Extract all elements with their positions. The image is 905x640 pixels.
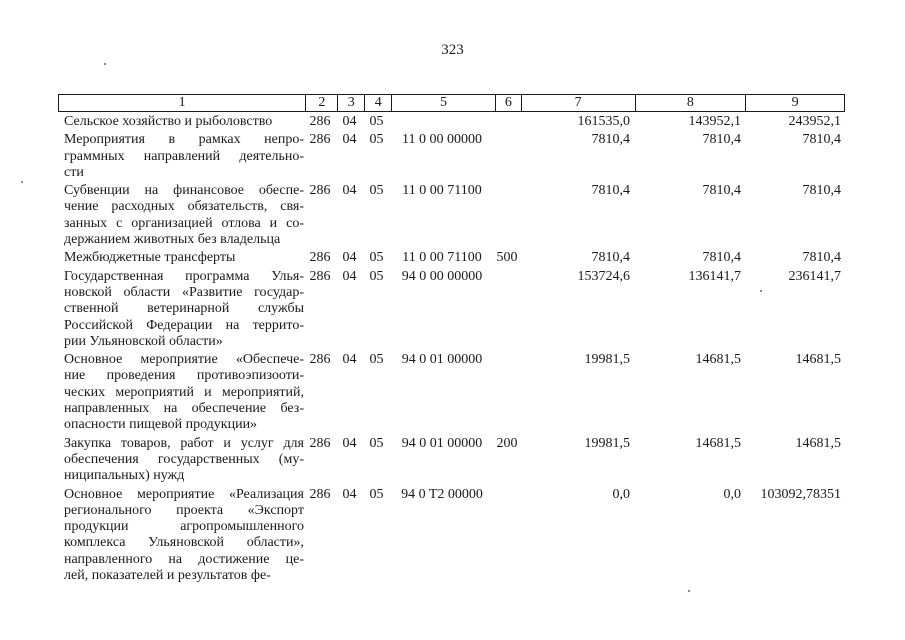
- row-value-9: 7810,4: [802, 183, 841, 199]
- row-code: 286: [309, 132, 331, 148]
- header-col-3: 3: [338, 95, 365, 111]
- row-name-line: ние проведения противоэпизооти-: [64, 368, 304, 384]
- row-value-9: 103092,78351: [760, 486, 841, 502]
- row-code: 286: [309, 183, 331, 199]
- row-code: 286: [309, 268, 331, 284]
- scan-speck: [688, 590, 690, 592]
- table-row: [58, 436, 848, 485]
- row-name: [58, 250, 304, 266]
- row-name-line: граммных направлений деятельно-: [64, 148, 304, 164]
- row-section: 04: [342, 352, 357, 368]
- header-col-4: 4: [365, 95, 392, 111]
- row-value-7: 7810,4: [591, 250, 630, 266]
- row-subsection: 05: [369, 435, 384, 451]
- row-name: [58, 183, 304, 248]
- row-csr: 94 0 T2 00000: [401, 486, 483, 502]
- row-section: 04: [342, 132, 357, 148]
- table-row: [58, 132, 848, 181]
- row-name-line: Межбюджетные трансферты: [64, 250, 236, 266]
- header-col-2: 2: [306, 95, 338, 111]
- table-row: [58, 250, 848, 266]
- row-name-line: Основное мероприятие «Реализация: [64, 486, 304, 502]
- row-name-line: регионального проекта «Экспорт: [64, 502, 304, 518]
- row-section: 04: [342, 114, 357, 129]
- table-row: [58, 487, 848, 585]
- row-value-8: 7810,4: [702, 250, 741, 266]
- row-code: 286: [309, 352, 331, 368]
- row-value-9: 14681,5: [795, 435, 841, 451]
- header-col-5: 5: [392, 95, 496, 111]
- row-vr: [494, 183, 520, 248]
- row-subsection: 05: [369, 132, 384, 148]
- row-value-8: 7810,4: [702, 132, 741, 148]
- row-name-line: обеспечения государственных (му-: [64, 451, 304, 467]
- row-vr: [494, 352, 520, 433]
- header-col-8: 8: [636, 95, 747, 111]
- row-name-line: Государственная программа Улья-: [64, 268, 304, 284]
- row-vr: [494, 487, 520, 585]
- row-value-7: 7810,4: [591, 132, 630, 148]
- row-name-line: Мероприятия в рамках непро-: [64, 132, 304, 148]
- table-row: [58, 183, 848, 248]
- row-name: [58, 132, 304, 181]
- row-value-8: 7810,4: [702, 183, 741, 199]
- row-name-line: ческих мероприятий и мероприятий,: [64, 384, 304, 400]
- row-name-line: ниципальных) нужд: [64, 468, 185, 484]
- row-value-8: 14681,5: [695, 435, 741, 451]
- header-col-7: 7: [522, 95, 636, 111]
- scan-speck: [104, 63, 106, 65]
- row-name-line: Российской Федерации на террито-: [64, 317, 304, 333]
- table-header: [58, 94, 845, 112]
- row-csr: 11 0 00 00000: [402, 132, 482, 148]
- header-col-1: 1: [59, 95, 306, 111]
- row-value-7: 0,0: [612, 486, 630, 502]
- row-name-line: занных с организацией отлова и со-: [64, 215, 304, 231]
- row-csr: 11 0 00 71100: [402, 183, 482, 199]
- row-vr: 500: [496, 250, 518, 266]
- row-name-line: рии Ульяновской области»: [64, 333, 223, 349]
- row-vr: [494, 269, 520, 350]
- row-value-8: 136141,7: [688, 268, 741, 284]
- row-name-line: комплекса Ульяновской области»,: [64, 535, 304, 551]
- row-csr: 94 0 01 00000: [401, 435, 483, 451]
- row-name-line: держанием животных без владельца: [64, 232, 281, 248]
- header-col-6: 6: [496, 95, 522, 111]
- row-subsection: 05: [369, 352, 384, 368]
- row-name-line: сти: [64, 164, 84, 180]
- scan-speck: [21, 181, 23, 183]
- row-name: [58, 487, 304, 585]
- row-section: 04: [342, 486, 357, 502]
- row-value-7: 19981,5: [584, 435, 630, 451]
- row-csr: 11 0 00 71100: [402, 250, 482, 266]
- row-value-9: 14681,5: [795, 352, 841, 368]
- row-value-8: 14681,5: [695, 352, 741, 368]
- row-name-line: ственной ветеринарной службы: [64, 301, 304, 317]
- row-value-9: 7810,4: [802, 250, 841, 266]
- row-name-line: направленного на достижение це-: [64, 551, 304, 567]
- row-subsection: 05: [369, 268, 384, 284]
- row-name-line: Сельское хозяйство и рыболовство: [64, 114, 273, 129]
- row-name: [58, 352, 304, 433]
- row-code: 286: [309, 486, 331, 502]
- row-value-7: 7810,4: [591, 183, 630, 199]
- row-value-8: 143952,1: [688, 114, 741, 129]
- row-value-9: 7810,4: [802, 132, 841, 148]
- row-value-9: 236141,7: [788, 268, 841, 284]
- row-subsection: 05: [369, 250, 384, 266]
- row-section: 04: [342, 435, 357, 451]
- row-csr: 94 0 01 00000: [401, 352, 483, 368]
- row-vr: [494, 114, 520, 130]
- row-section: 04: [342, 268, 357, 284]
- row-name-line: направленных на обеспечение без-: [64, 401, 304, 417]
- scan-speck: [760, 290, 762, 292]
- row-section: 04: [342, 250, 357, 266]
- row-name-line: Субвенции на финансовое обеспе-: [64, 183, 304, 199]
- row-subsection: 05: [369, 486, 384, 502]
- row-vr: [494, 132, 520, 181]
- row-csr: 94 0 00 00000: [401, 268, 483, 284]
- page-number: 323: [441, 42, 464, 58]
- table-row: [58, 114, 848, 130]
- row-value-9: 243952,1: [788, 114, 841, 129]
- row-code: 286: [309, 435, 331, 451]
- row-name: [58, 269, 304, 350]
- row-section: 04: [342, 183, 357, 199]
- table-row: [58, 352, 848, 433]
- row-subsection: 05: [369, 114, 384, 129]
- row-name-line: Закупка товаров, работ и услуг для: [64, 435, 304, 451]
- row-name: [58, 114, 304, 130]
- header-col-9: 9: [791, 95, 799, 110]
- row-name-line: Основное мероприятие «Обеспече-: [64, 352, 304, 368]
- row-code: 286: [309, 250, 331, 266]
- row-value-7: 161535,0: [577, 114, 630, 129]
- row-name-line: новской области «Развитие государ-: [64, 284, 304, 300]
- row-value-7: 19981,5: [584, 352, 630, 368]
- row-name-line: продукции агропромышленного: [64, 519, 304, 535]
- row-vr: 200: [496, 435, 518, 451]
- row-name-line: лей, показателей и результатов фе-: [64, 568, 271, 584]
- row-value-8: 0,0: [723, 486, 741, 502]
- row-code: 286: [309, 114, 331, 129]
- table-row: [58, 269, 848, 350]
- row-name-line: чение расходных обязательств, свя-: [64, 199, 304, 215]
- row-subsection: 05: [369, 183, 384, 199]
- table-body: [58, 114, 848, 586]
- row-csr: [390, 114, 494, 130]
- row-value-7: 153724,6: [577, 268, 630, 284]
- row-name-line: опасности пищевой продукции»: [64, 417, 258, 433]
- row-name: [58, 436, 304, 485]
